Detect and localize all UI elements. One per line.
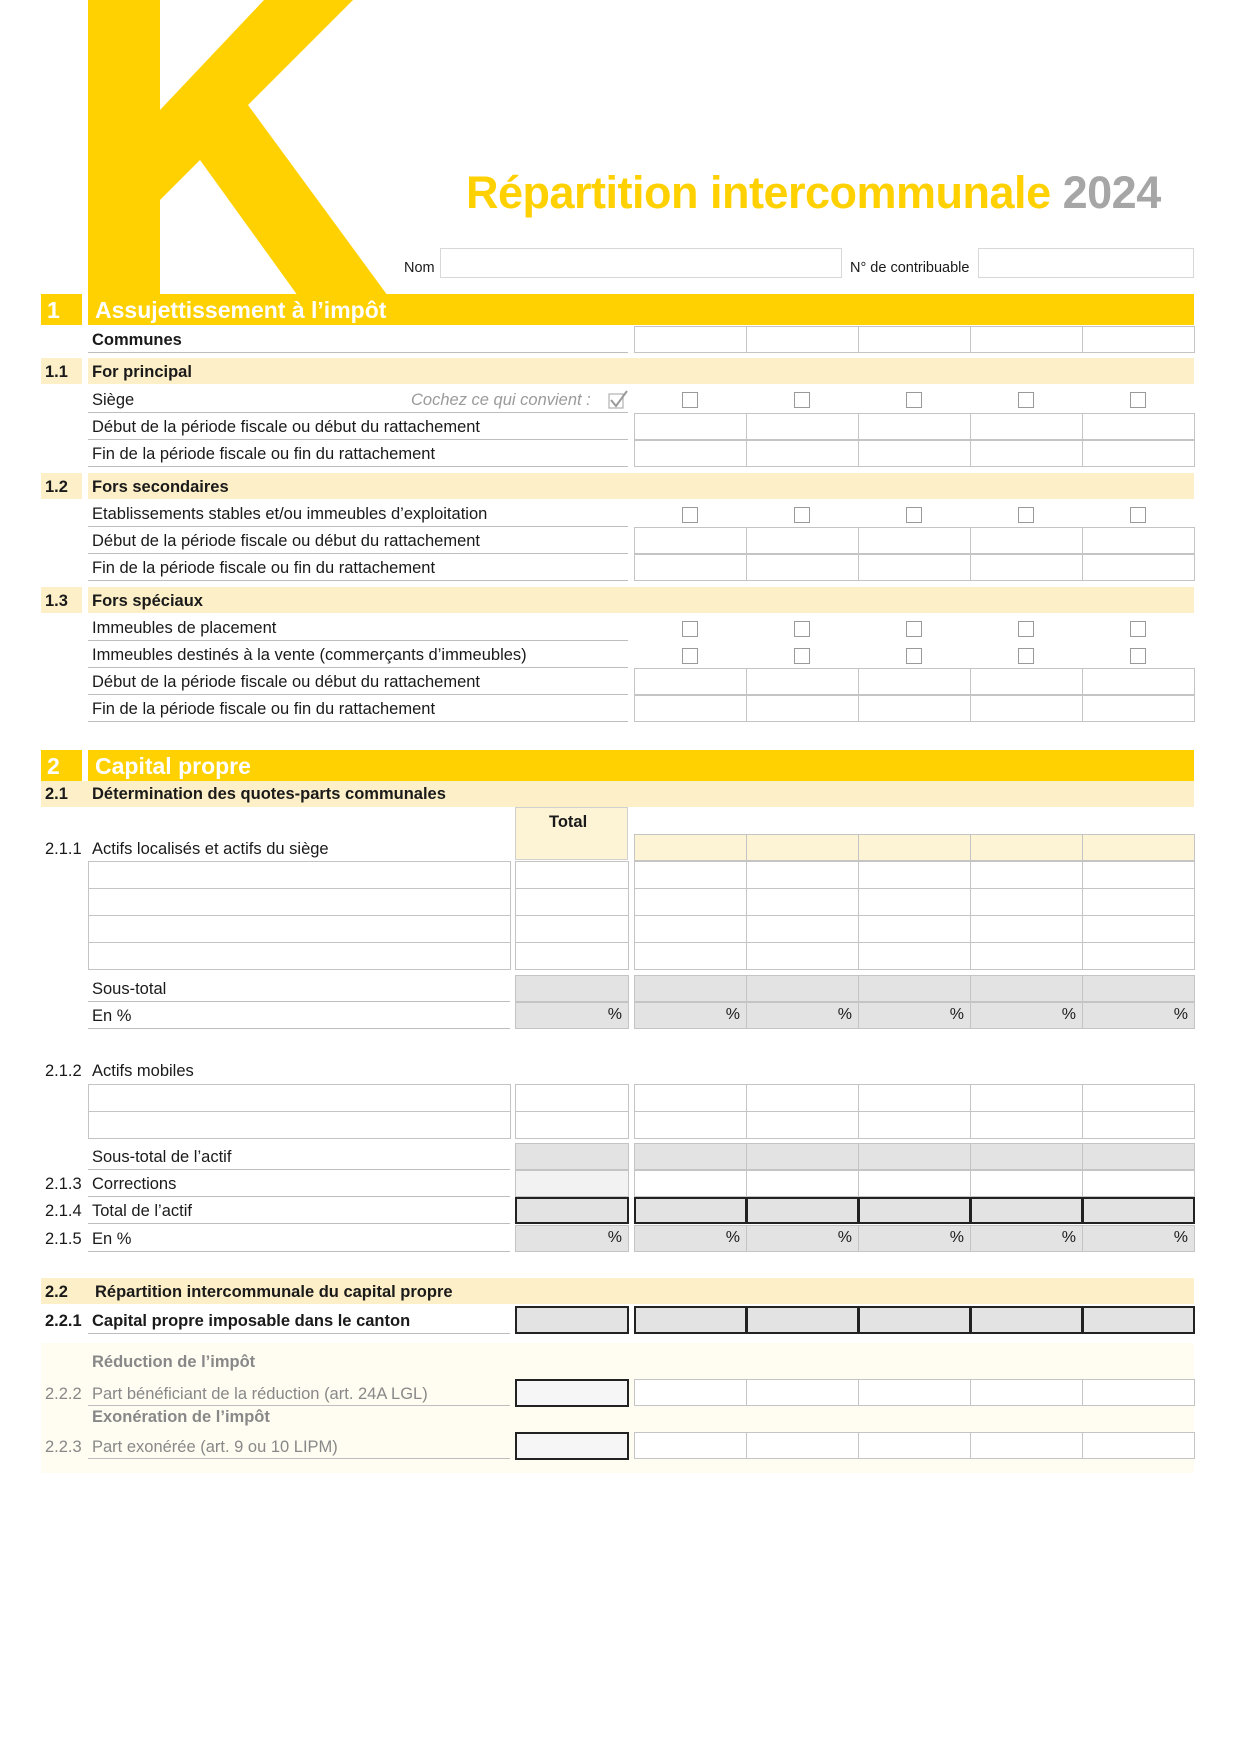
siege-label: Siège <box>92 391 135 409</box>
s11-debut-line <box>88 439 628 440</box>
part-reduction-4[interactable] <box>970 1379 1083 1406</box>
section-1-1-bar <box>88 358 1194 384</box>
en-pct2-1 <box>634 1225 747 1252</box>
total-label: Total <box>549 813 588 831</box>
s12-fin-4[interactable] <box>970 554 1083 581</box>
actifs-loc-header-5 <box>1082 834 1195 861</box>
capital-4 <box>970 1306 1083 1334</box>
actifs-loc-header-4 <box>970 834 1083 861</box>
sous-total-actif-3 <box>858 1143 971 1170</box>
etab-label: Etablissements stables et/ou immeubles d’exploitation <box>92 505 488 523</box>
s13-fin-2[interactable] <box>746 695 859 722</box>
en-pct2-3 <box>858 1225 971 1252</box>
percent-sign: % <box>837 1006 852 1023</box>
capital-line <box>88 1333 510 1334</box>
nom-label: Nom <box>404 260 435 276</box>
actifs-loc-header-3 <box>858 834 971 861</box>
actif-loc-4-3[interactable] <box>858 942 971 970</box>
s12-debut-3[interactable] <box>858 527 971 554</box>
actif-loc-3-1[interactable] <box>634 915 747 943</box>
actifs-loc-header-1 <box>634 834 747 861</box>
actif-loc-2-4[interactable] <box>970 888 1083 916</box>
actif-loc-2-3[interactable] <box>858 888 971 916</box>
commune-name-5[interactable] <box>1082 326 1195 353</box>
en-pct-2 <box>746 1002 859 1029</box>
part-reduction-total[interactable] <box>515 1379 629 1407</box>
part-reduction-5[interactable] <box>1082 1379 1195 1406</box>
s11-fin-5[interactable] <box>1082 440 1195 467</box>
section-1-1-title: For principal <box>92 363 192 381</box>
contribuable-input[interactable] <box>978 248 1194 278</box>
actif-loc-3-5[interactable] <box>1082 915 1195 943</box>
total-actif-label: Total de l’actif <box>92 1202 192 1220</box>
actif-loc-desc-3[interactable] <box>88 915 511 943</box>
actif-loc-2-2[interactable] <box>746 888 859 916</box>
n215: 2.1.5 <box>45 1230 82 1248</box>
part-exoneree-3[interactable] <box>858 1432 971 1459</box>
section-2-title: Capital propre <box>95 753 251 779</box>
commune-name-4[interactable] <box>970 326 1083 353</box>
s13-debut-line <box>88 694 628 695</box>
corrections-total[interactable] <box>515 1170 629 1197</box>
actif-loc-desc-1[interactable] <box>88 861 511 889</box>
etab-checkbox-4[interactable] <box>1018 507 1034 523</box>
actif-loc-1-5[interactable] <box>1082 861 1195 889</box>
s13-fin-4[interactable] <box>970 695 1083 722</box>
placement-line <box>88 640 628 641</box>
corrections-label: Corrections <box>92 1175 177 1193</box>
part-exoneree-line <box>88 1458 510 1459</box>
s12-fin-line <box>88 580 628 581</box>
part-reduction-label: Part bénéficiant de la réduction (art. 24A LGL) <box>92 1385 428 1403</box>
en-pct2-4 <box>970 1225 1083 1252</box>
actif-loc-desc-4[interactable] <box>88 942 511 970</box>
actif-mob-2-5[interactable] <box>1082 1111 1195 1139</box>
total-actif-3 <box>858 1197 971 1224</box>
total-actif-4 <box>970 1197 1083 1224</box>
etab-checkbox-2[interactable] <box>794 507 810 523</box>
placement-checkbox-1[interactable] <box>682 621 698 637</box>
actif-loc-total-2[interactable] <box>515 888 629 916</box>
vente-line <box>88 667 628 668</box>
part-reduction-line <box>88 1405 510 1406</box>
section-1-2-title: Fors secondaires <box>92 478 229 496</box>
etab-checkbox-5[interactable] <box>1130 507 1146 523</box>
actif-loc-4-1[interactable] <box>634 942 747 970</box>
s11-fin-line <box>88 466 628 467</box>
percent-sign: % <box>1061 1006 1076 1023</box>
placement-checkbox-3[interactable] <box>906 621 922 637</box>
page-title <box>466 166 1161 220</box>
s11-debut-1[interactable] <box>634 413 747 440</box>
actif-mob-2-2[interactable] <box>746 1111 859 1139</box>
part-exoneree-4[interactable] <box>970 1432 1083 1459</box>
actif-mob-1-4[interactable] <box>970 1084 1083 1112</box>
actif-mob-2-3[interactable] <box>858 1111 971 1139</box>
section-1-3-num: 1.3 <box>45 592 68 610</box>
communes-label: Communes <box>92 331 182 349</box>
total-actif-1 <box>634 1197 747 1224</box>
s12-fin-label: Fin de la période fiscale ou fin du rattachement <box>92 559 436 577</box>
s11-debut-2[interactable] <box>746 413 859 440</box>
sous-total-actif-1 <box>634 1143 747 1170</box>
siege-checkbox-4[interactable] <box>1018 392 1034 408</box>
etab-checkbox-3[interactable] <box>906 507 922 523</box>
sous-total-actif-2 <box>746 1143 859 1170</box>
percent-sign: % <box>1173 1229 1188 1246</box>
s11-debut-5[interactable] <box>1082 413 1195 440</box>
actif-loc-total-3[interactable] <box>515 915 629 943</box>
percent-sign: % <box>607 1229 622 1246</box>
s13-debut-label: Début de la période fiscale ou début du rattachement <box>92 673 481 691</box>
actif-mob-1-3[interactable] <box>858 1084 971 1112</box>
s11-debut-4[interactable] <box>970 413 1083 440</box>
actif-loc-3-2[interactable] <box>746 915 859 943</box>
n222: 2.2.2 <box>45 1385 82 1403</box>
sous-total-5 <box>1082 975 1195 1002</box>
section-1-3-title: Fors spéciaux <box>92 592 203 610</box>
section-2-num: 2 <box>47 753 60 779</box>
vente-checkbox-2[interactable] <box>794 648 810 664</box>
s13-debut-2[interactable] <box>746 668 859 695</box>
etab-checkbox-1[interactable] <box>682 507 698 523</box>
en-pct2-total <box>515 1225 629 1252</box>
section-2-1-num: 2.1 <box>45 785 68 803</box>
section-1-2-num: 1.2 <box>45 478 68 496</box>
part-reduction-2[interactable] <box>746 1379 859 1406</box>
siege-checkbox-1[interactable] <box>682 392 698 408</box>
actif-loc-total-4[interactable] <box>515 942 629 970</box>
s11-fin-3[interactable] <box>858 440 971 467</box>
commune-name-3[interactable] <box>858 326 971 353</box>
actif-loc-total-1[interactable] <box>515 861 629 889</box>
percent-sign: % <box>837 1229 852 1246</box>
actif-mob-total-2[interactable] <box>515 1111 629 1139</box>
en-pct2-5 <box>1082 1225 1195 1252</box>
en-pct-5 <box>1082 1002 1195 1029</box>
s12-debut-label: Début de la période fiscale ou début du rattachement <box>92 532 481 550</box>
actif-loc-4-5[interactable] <box>1082 942 1195 970</box>
part-exoneree-total[interactable] <box>515 1432 629 1460</box>
title-main: Répartition intercommunale <box>466 167 1051 218</box>
s13-debut-5[interactable] <box>1082 668 1195 695</box>
n211: 2.1.1 <box>45 840 82 858</box>
actif-loc-2-5[interactable] <box>1082 888 1195 916</box>
actifs-loc-header-2 <box>746 834 859 861</box>
commune-name-2[interactable] <box>746 326 859 353</box>
s13-fin-label: Fin de la période fiscale ou fin du rattachement <box>92 700 436 718</box>
s12-fin-5[interactable] <box>1082 554 1195 581</box>
sous-total-line <box>88 1001 510 1002</box>
placement-checkbox-2[interactable] <box>794 621 810 637</box>
siege-checkbox-2[interactable] <box>794 392 810 408</box>
en-pct-4 <box>970 1002 1083 1029</box>
sous-total-total <box>515 975 629 1002</box>
vente-checkbox-1[interactable] <box>682 648 698 664</box>
part-exoneree-5[interactable] <box>1082 1432 1195 1459</box>
siege-checkbox-5[interactable] <box>1130 392 1146 408</box>
s13-fin-1[interactable] <box>634 695 747 722</box>
actif-mob-desc-2[interactable] <box>88 1111 511 1139</box>
communes-line <box>88 352 628 353</box>
capital-label: Capital propre imposable dans le canton <box>92 1312 411 1330</box>
n221: 2.2.1 <box>45 1312 82 1330</box>
s12-debut-4[interactable] <box>970 527 1083 554</box>
actif-mob-2-4[interactable] <box>970 1111 1083 1139</box>
actif-loc-3-3[interactable] <box>858 915 971 943</box>
vente-checkbox-4[interactable] <box>1018 648 1034 664</box>
section-2-2-title: Répartition intercommunale du capital propre <box>95 1283 453 1301</box>
actif-loc-1-2[interactable] <box>746 861 859 889</box>
reduction-heading: Réduction de l’impôt <box>92 1353 256 1371</box>
actif-mob-total-1[interactable] <box>515 1084 629 1112</box>
capital-2 <box>746 1306 859 1334</box>
part-exoneree-1[interactable] <box>634 1432 747 1459</box>
commune-name-1[interactable] <box>634 326 747 353</box>
actifs-mob-label: Actifs mobiles <box>92 1062 194 1080</box>
contribuable-label: N° de contribuable <box>850 260 970 276</box>
hint-text: Cochez ce qui convient : <box>411 391 591 409</box>
s13-fin-3[interactable] <box>858 695 971 722</box>
exoneration-heading: Exonération de l’impôt <box>92 1408 270 1426</box>
actif-loc-desc-2[interactable] <box>88 888 511 916</box>
placement-checkbox-4[interactable] <box>1018 621 1034 637</box>
s12-fin-1[interactable] <box>634 554 747 581</box>
sous-total-actif-5 <box>1082 1143 1195 1170</box>
en-pct2-2 <box>746 1225 859 1252</box>
sous-total-2 <box>746 975 859 1002</box>
s11-debut-label: Début de la période fiscale ou début du rattachement <box>92 418 481 436</box>
k-logo <box>88 0 388 296</box>
n213: 2.1.3 <box>45 1175 82 1193</box>
actif-mob-1-5[interactable] <box>1082 1084 1195 1112</box>
percent-sign: % <box>725 1229 740 1246</box>
sous-total-actif-4 <box>970 1143 1083 1170</box>
n223: 2.2.3 <box>45 1438 82 1456</box>
en-pct-3 <box>858 1002 971 1029</box>
en-pct-line <box>88 1028 510 1029</box>
s13-fin-line <box>88 721 628 722</box>
vente-checkbox-5[interactable] <box>1130 648 1146 664</box>
s13-debut-4[interactable] <box>970 668 1083 695</box>
s12-debut-5[interactable] <box>1082 527 1195 554</box>
title-year: 2024 <box>1062 167 1161 218</box>
sous-total-actif-label: Sous-total de l’actif <box>92 1148 232 1166</box>
siege-line <box>88 412 628 413</box>
s11-debut-3[interactable] <box>858 413 971 440</box>
section-2-2-num: 2.2 <box>45 1283 68 1301</box>
corrections-3[interactable] <box>858 1170 971 1197</box>
capital-1 <box>634 1306 747 1334</box>
actif-loc-1-1[interactable] <box>634 861 747 889</box>
s12-fin-2[interactable] <box>746 554 859 581</box>
actif-mob-1-1[interactable] <box>634 1084 747 1112</box>
en-pct2-line <box>88 1251 510 1252</box>
sous-total-actif-total <box>515 1143 629 1170</box>
part-reduction-3[interactable] <box>858 1379 971 1406</box>
part-exoneree-label: Part exonérée (art. 9 ou 10 LIPM) <box>92 1438 338 1456</box>
actif-loc-2-1[interactable] <box>634 888 747 916</box>
nom-input[interactable] <box>440 248 842 278</box>
siege-checkbox-3[interactable] <box>906 392 922 408</box>
en-pct2-label: En % <box>92 1230 132 1248</box>
actif-mob-desc-1[interactable] <box>88 1084 511 1112</box>
section-1-num: 1 <box>47 297 60 323</box>
actif-loc-3-4[interactable] <box>970 915 1083 943</box>
etab-line <box>88 526 628 527</box>
total-actif-line <box>88 1223 510 1224</box>
s12-debut-2[interactable] <box>746 527 859 554</box>
capital-5 <box>1082 1306 1195 1334</box>
vente-checkbox-3[interactable] <box>906 648 922 664</box>
actif-mob-2-1[interactable] <box>634 1111 747 1139</box>
checkmark-icon <box>607 389 629 411</box>
corrections-5[interactable] <box>1082 1170 1195 1197</box>
sous-total-3 <box>858 975 971 1002</box>
corrections-2[interactable] <box>746 1170 859 1197</box>
actif-loc-4-2[interactable] <box>746 942 859 970</box>
s12-fin-3[interactable] <box>858 554 971 581</box>
s12-debut-line <box>88 553 628 554</box>
capital-3 <box>858 1306 971 1334</box>
s11-fin-2[interactable] <box>746 440 859 467</box>
s13-debut-1[interactable] <box>634 668 747 695</box>
section-1-3-bar <box>88 587 1194 613</box>
total-actif-2 <box>746 1197 859 1224</box>
en-pct-label: En % <box>92 1007 132 1025</box>
percent-sign: % <box>1061 1229 1076 1246</box>
en-pct-1 <box>634 1002 747 1029</box>
section-2-1-title: Détermination des quotes-parts communales <box>92 785 446 803</box>
capital-total <box>515 1306 629 1334</box>
actif-mob-1-2[interactable] <box>746 1084 859 1112</box>
actif-loc-1-4[interactable] <box>970 861 1083 889</box>
s11-fin-4[interactable] <box>970 440 1083 467</box>
corrections-line <box>88 1196 510 1197</box>
part-reduction-1[interactable] <box>634 1379 747 1406</box>
placement-checkbox-5[interactable] <box>1130 621 1146 637</box>
corrections-1[interactable] <box>634 1170 747 1197</box>
actifs-loc-label: Actifs localisés et actifs du siège <box>92 840 329 858</box>
s11-fin-label: Fin de la période fiscale ou fin du rattachement <box>92 445 436 463</box>
s12-debut-1[interactable] <box>634 527 747 554</box>
vente-label: Immeubles destinés à la vente (commerçants d’immeubles) <box>92 646 527 664</box>
percent-sign: % <box>1173 1006 1188 1023</box>
sous-total-actif-line <box>88 1169 510 1170</box>
n214: 2.1.4 <box>45 1202 82 1220</box>
placement-label: Immeubles de placement <box>92 619 277 637</box>
actif-loc-4-4[interactable] <box>970 942 1083 970</box>
n212: 2.1.2 <box>45 1062 82 1080</box>
en-pct-total <box>515 1002 629 1029</box>
percent-sign: % <box>725 1006 740 1023</box>
sous-total-label: Sous-total <box>92 980 167 998</box>
part-exoneree-2[interactable] <box>746 1432 859 1459</box>
s11-fin-1[interactable] <box>634 440 747 467</box>
total-actif-5 <box>1082 1197 1195 1224</box>
corrections-4[interactable] <box>970 1170 1083 1197</box>
sous-total-1 <box>634 975 747 1002</box>
section-1-2-bar <box>88 473 1194 499</box>
s13-fin-5[interactable] <box>1082 695 1195 722</box>
percent-sign: % <box>607 1006 622 1023</box>
percent-sign: % <box>949 1006 964 1023</box>
sous-total-4 <box>970 975 1083 1002</box>
section-1-title: Assujettissement à l’impôt <box>95 297 387 323</box>
actif-loc-1-3[interactable] <box>858 861 971 889</box>
s13-debut-3[interactable] <box>858 668 971 695</box>
percent-sign: % <box>949 1229 964 1246</box>
section-2-bar <box>88 750 1194 781</box>
section-1-1-num: 1.1 <box>45 363 68 381</box>
total-actif-total <box>515 1197 629 1224</box>
